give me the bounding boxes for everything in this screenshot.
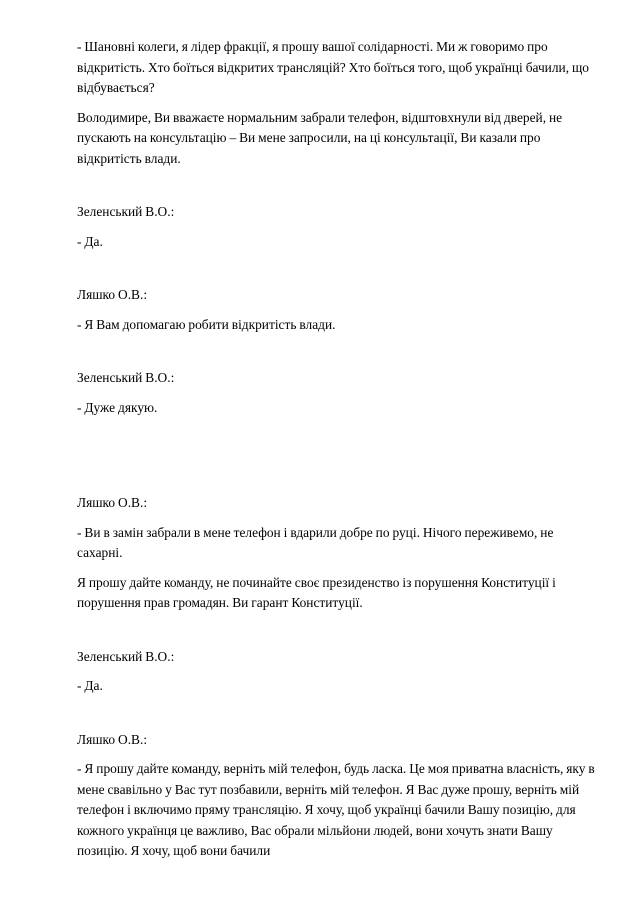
transcript-paragraph: Я прошу дайте команду, не починайте своє президенство із порушення Конституції і порушення прав громадян. Ви гарант Конституції. <box>77 574 556 610</box>
transcript-paragraph: Володимире, Ви вважаєте нормальним забрали телефон, відштовхнули від дверей, не пускають на консультацію – Ви мене запросили, на ці консультації, Ви казали про відкритість влади. <box>77 109 563 166</box>
speaker-name: Зеленський В.О.: <box>77 204 175 219</box>
transcript-paragraph: - Дуже дякую. <box>77 399 158 415</box>
speaker-name: Ляшко О.В.: <box>77 731 148 747</box>
transcript-paragraph: - Да. <box>77 678 103 693</box>
transcript-paragraph: - Я Вам допомагаю робити відкритість влади. <box>77 316 336 332</box>
transcript-paragraph: - Ви в замін забрали в мене телефон і вдарили добре по руці. Нічого переживемо, не сахарні. <box>77 524 554 560</box>
transcript-paragraph: - Я прошу дайте команду, верніть мій телефон, будь ласка. Це моя приватна власність, яку в мене свавільно у Вас тут позбавили, верніть мій телефон. Я Вас дуже прошу, верніть мій телефон і включимо пряму трансляцію. Я хочу, щоб українці бачили Вашу позицію, для кожного українця це важливо, Вас обрали мільйони людей, вони хочуть знати Вашу позицію. Я хочу, щоб вони бачили <box>77 761 595 858</box>
speaker-name: Зеленський В.О.: <box>77 648 175 664</box>
speaker-name: Зеленський В.О.: <box>77 370 175 385</box>
transcript-paragraph: - Да. <box>77 233 103 249</box>
transcript-paragraph: - Шановні колеги, я лідер фракції, я прошу вашої солідарності. Ми ж говоримо про відкритість. Хто боїться відкритих трансляцій? Хто боїться того, щоб українці бачили, що відбувається? <box>77 39 589 95</box>
speaker-name: Ляшко О.В.: <box>77 287 148 302</box>
speaker-name: Ляшко О.В.: <box>77 495 148 510</box>
transcript-body <box>77 37 597 871</box>
